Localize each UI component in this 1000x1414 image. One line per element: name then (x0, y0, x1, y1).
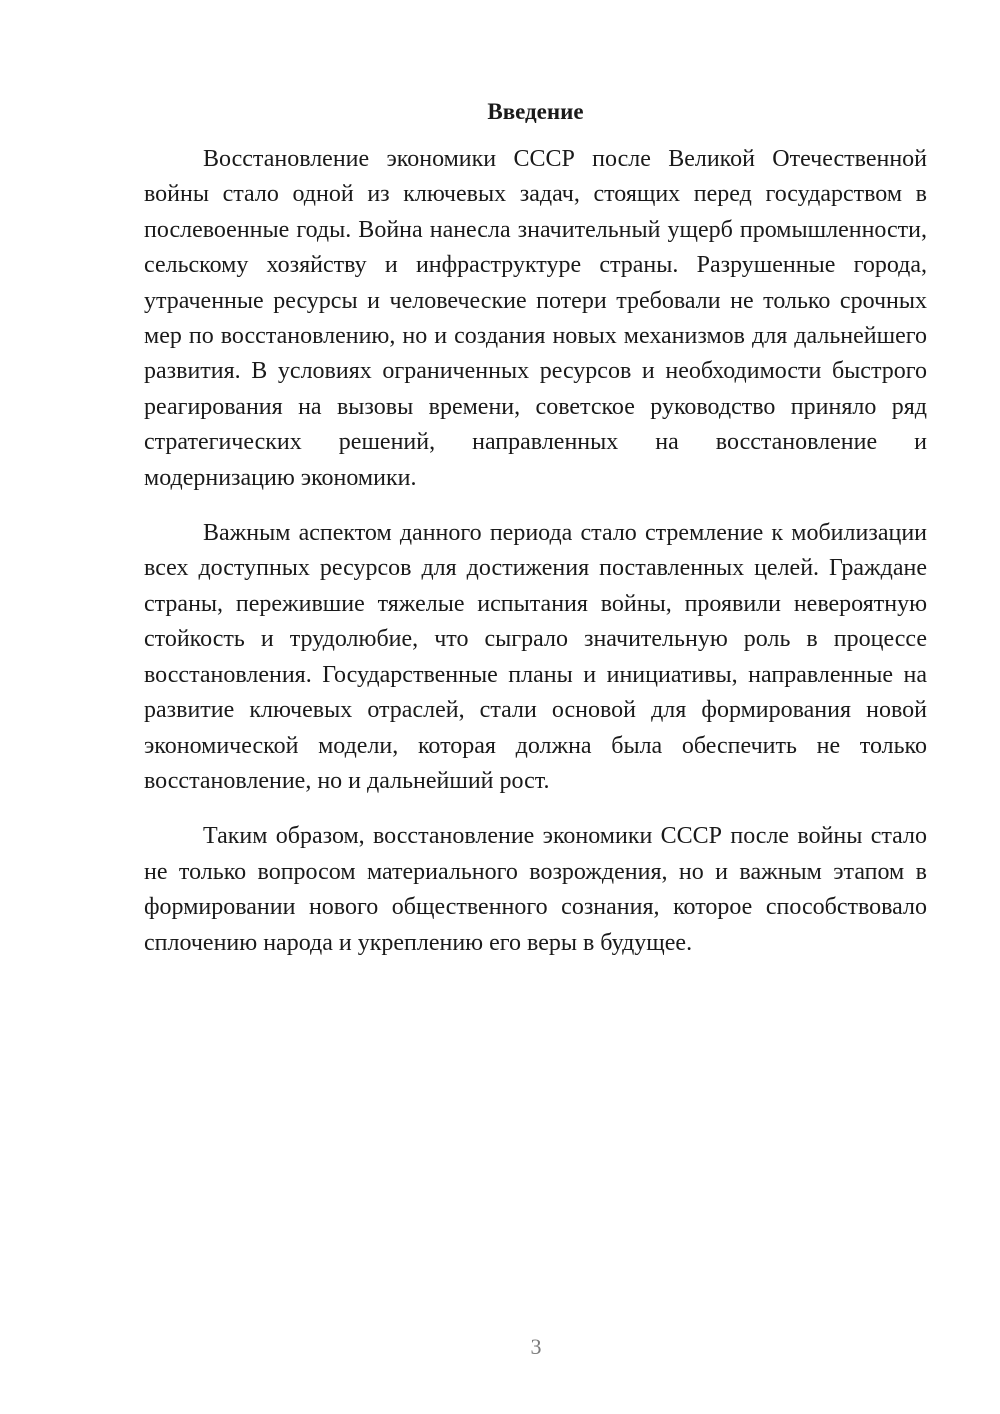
paragraph-3: Таким образом, восстановление экономики СССР после войны стало не только вопросом материального возрождения, но и важным этапом в формировании нового общественного сознания, которое способствовало сплочению народа и укреплению его веры в будущее. (144, 823, 927, 956)
section-heading: Введение (487, 99, 584, 124)
paragraph-1: Восстановление экономики СССР после Великой Отечественной войны стало одной из ключевых задач, стоящих перед государством в послевоенные годы. Война нанесла значительный ущерб промышленности, сельскому хозяйству и инфраструктуре страны. Разрушенные города, утраченные ресурсы и человеческие потери требовали не только срочных мер по восстановлению, но и создания новых механизмов для дальнейшего развития. В условиях ограниченных ресурсов и необходимости быстрого реагирования на вызовы времени, советское руководство приняло ряд стратегических решений, направленных на восстановление и модернизацию экономики. (144, 146, 927, 491)
paragraph-2: Важным аспектом данного периода стало стремление к мобилизации всех доступных ресурсов для достижения поставленных целей. Граждане страны, пережившие тяжелые испытания войны, проявили невероятную стойкость и трудолюбие, что сыграло значительную роль в процессе восстановления. Государственные планы и инициативы, направленные на развитие ключевых отраслей, стали основой для формирования новой экономической модели, которая должна была обеспечить не только восстановление, но и дальнейший рост. (144, 520, 927, 794)
page-number: 3 (530, 1334, 542, 1359)
body-text (144, 142, 927, 981)
